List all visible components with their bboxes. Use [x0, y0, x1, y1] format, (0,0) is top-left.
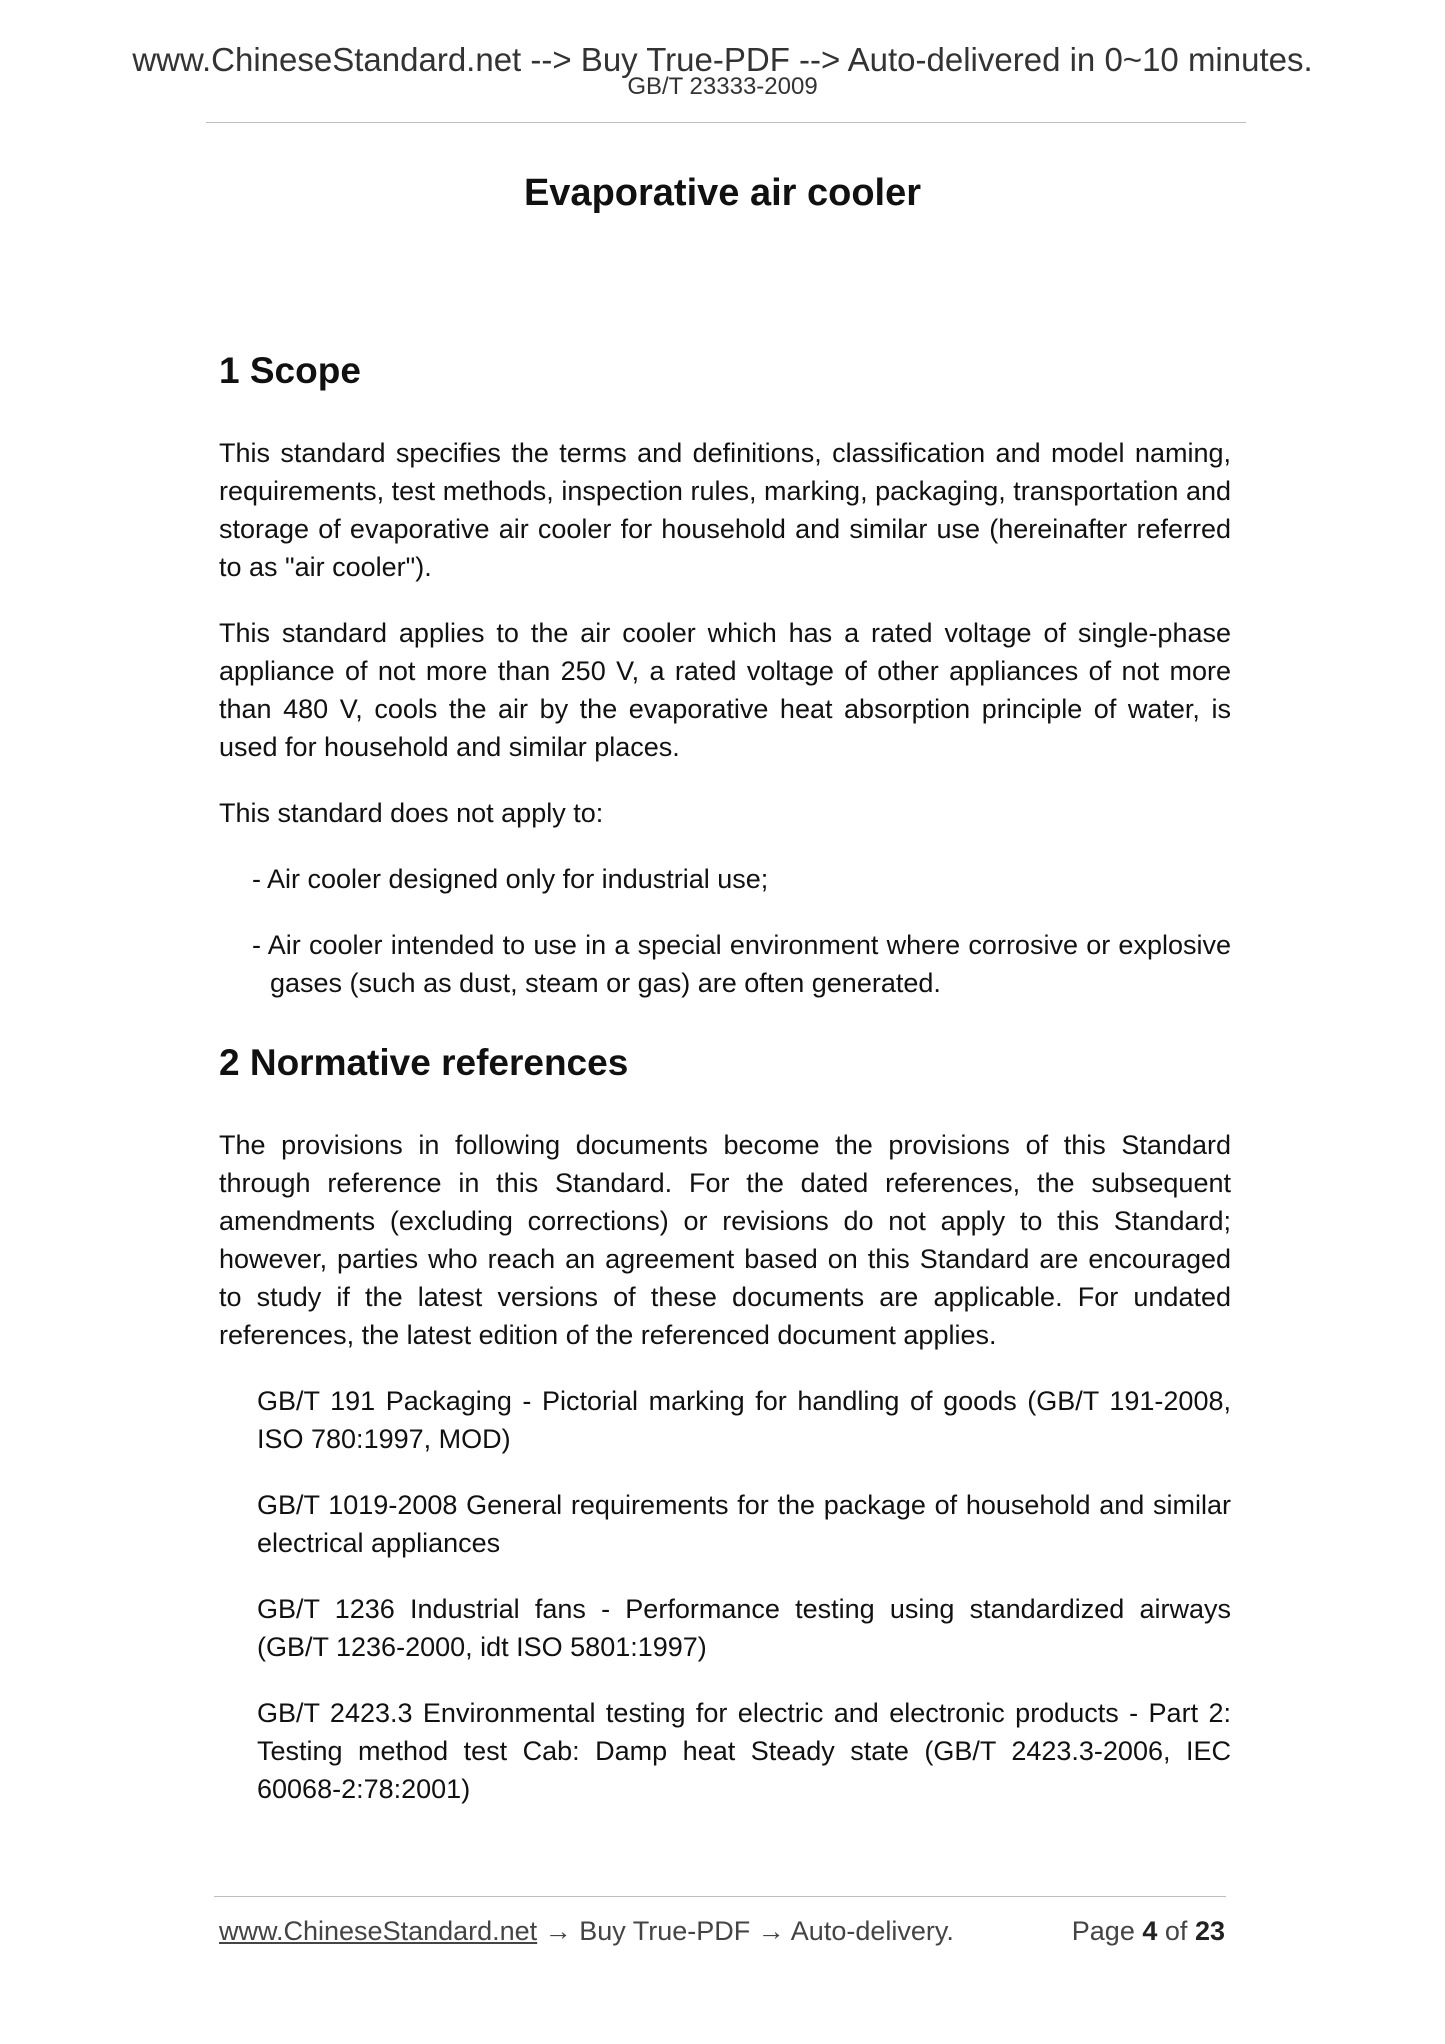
document-title: Evaporative air cooler [523, 172, 922, 214]
reference-item: GB/T 191 Packaging - Pictorial marking for handling of goods (GB/T 191-2008, ISO 780:1997, MOD) [257, 1386, 1231, 1454]
reference-item: GB/T 1236 Industrial fans - Performance testing using standardized airways (GB/T 1236-2000, idt ISO 5801:1997) [257, 1594, 1231, 1662]
page-number: 4 [1142, 1916, 1158, 1946]
exclusion-item: - Air cooler intended to use in a special environment where corrosive or explosive gases (such as dust, steam or gas) are often generated. [252, 930, 1231, 998]
section-heading-scope: 1 Scope [219, 350, 361, 391]
header-divider [206, 122, 1246, 123]
footer-divider [214, 1896, 1226, 1897]
exclusion-item: - Air cooler designed only for industrial use; [252, 864, 769, 894]
footer-promo [219, 1913, 954, 1949]
reference-item: GB/T 2423.3 Environmental testing for electric and electronic products - Part 2: Testing method test Cab: Damp heat Steady state (GB/T 2423.3-2006, IEC 60068-2:78:2001) [257, 1698, 1231, 1804]
section-heading-normative-references: 2 Normative references [219, 1042, 629, 1083]
page-total: 23 [1194, 1916, 1225, 1946]
document-body [219, 348, 1231, 1836]
footer-site-link[interactable]: www.ChineseStandard.net [219, 1916, 538, 1946]
arrow-right-icon: → [544, 1916, 572, 1946]
scope-paragraph-3: This standard does not apply to: [219, 798, 604, 828]
site-banner: www.ChineseStandard.net --> Buy True-PDF --> Auto-delivered in 0~10 minutes. [132, 41, 1313, 78]
scope-paragraph-2: This standard applies to the air cooler which has a rated voltage of single-phase appliance of not more than 250 V, a rated voltage of other appliances of not more than 480 V, cools the air by the evaporative heat absorption principle of water, is used for household and similar places. [219, 618, 1231, 762]
of-label: of [1164, 1916, 1188, 1946]
normative-paragraph: The provisions in following documents become the provisions of this Standard through reference in this Standard. For the dated references, the subsequent amendments (excluding corrections) or revisions do not apply to this Standard; however, parties who reach an agreement based on this Standard are encouraged to study if the latest versions of these documents are applicable. For undated references, the latest edition of the referenced document applies. [219, 1130, 1231, 1350]
scope-paragraph-1: This standard specifies the terms and definitions, classification and model naming, requirements, test methods, inspection rules, marking, packaging, transportation and storage of evaporative air cooler for household and similar use (hereinafter referred to as "air cooler"). [219, 438, 1231, 582]
footer-buy-text: Buy True-PDF [579, 1916, 751, 1946]
footer-delivery-text: Auto-delivery. [790, 1916, 954, 1946]
arrow-right-icon: → [757, 1916, 785, 1946]
reference-item: GB/T 1019-2008 General requirements for the package of household and similar electrical appliances [257, 1490, 1231, 1558]
page-indicator [1072, 1913, 1225, 1949]
standard-code: GB/T 23333-2009 [627, 73, 818, 100]
page-label: Page [1071, 1916, 1135, 1946]
